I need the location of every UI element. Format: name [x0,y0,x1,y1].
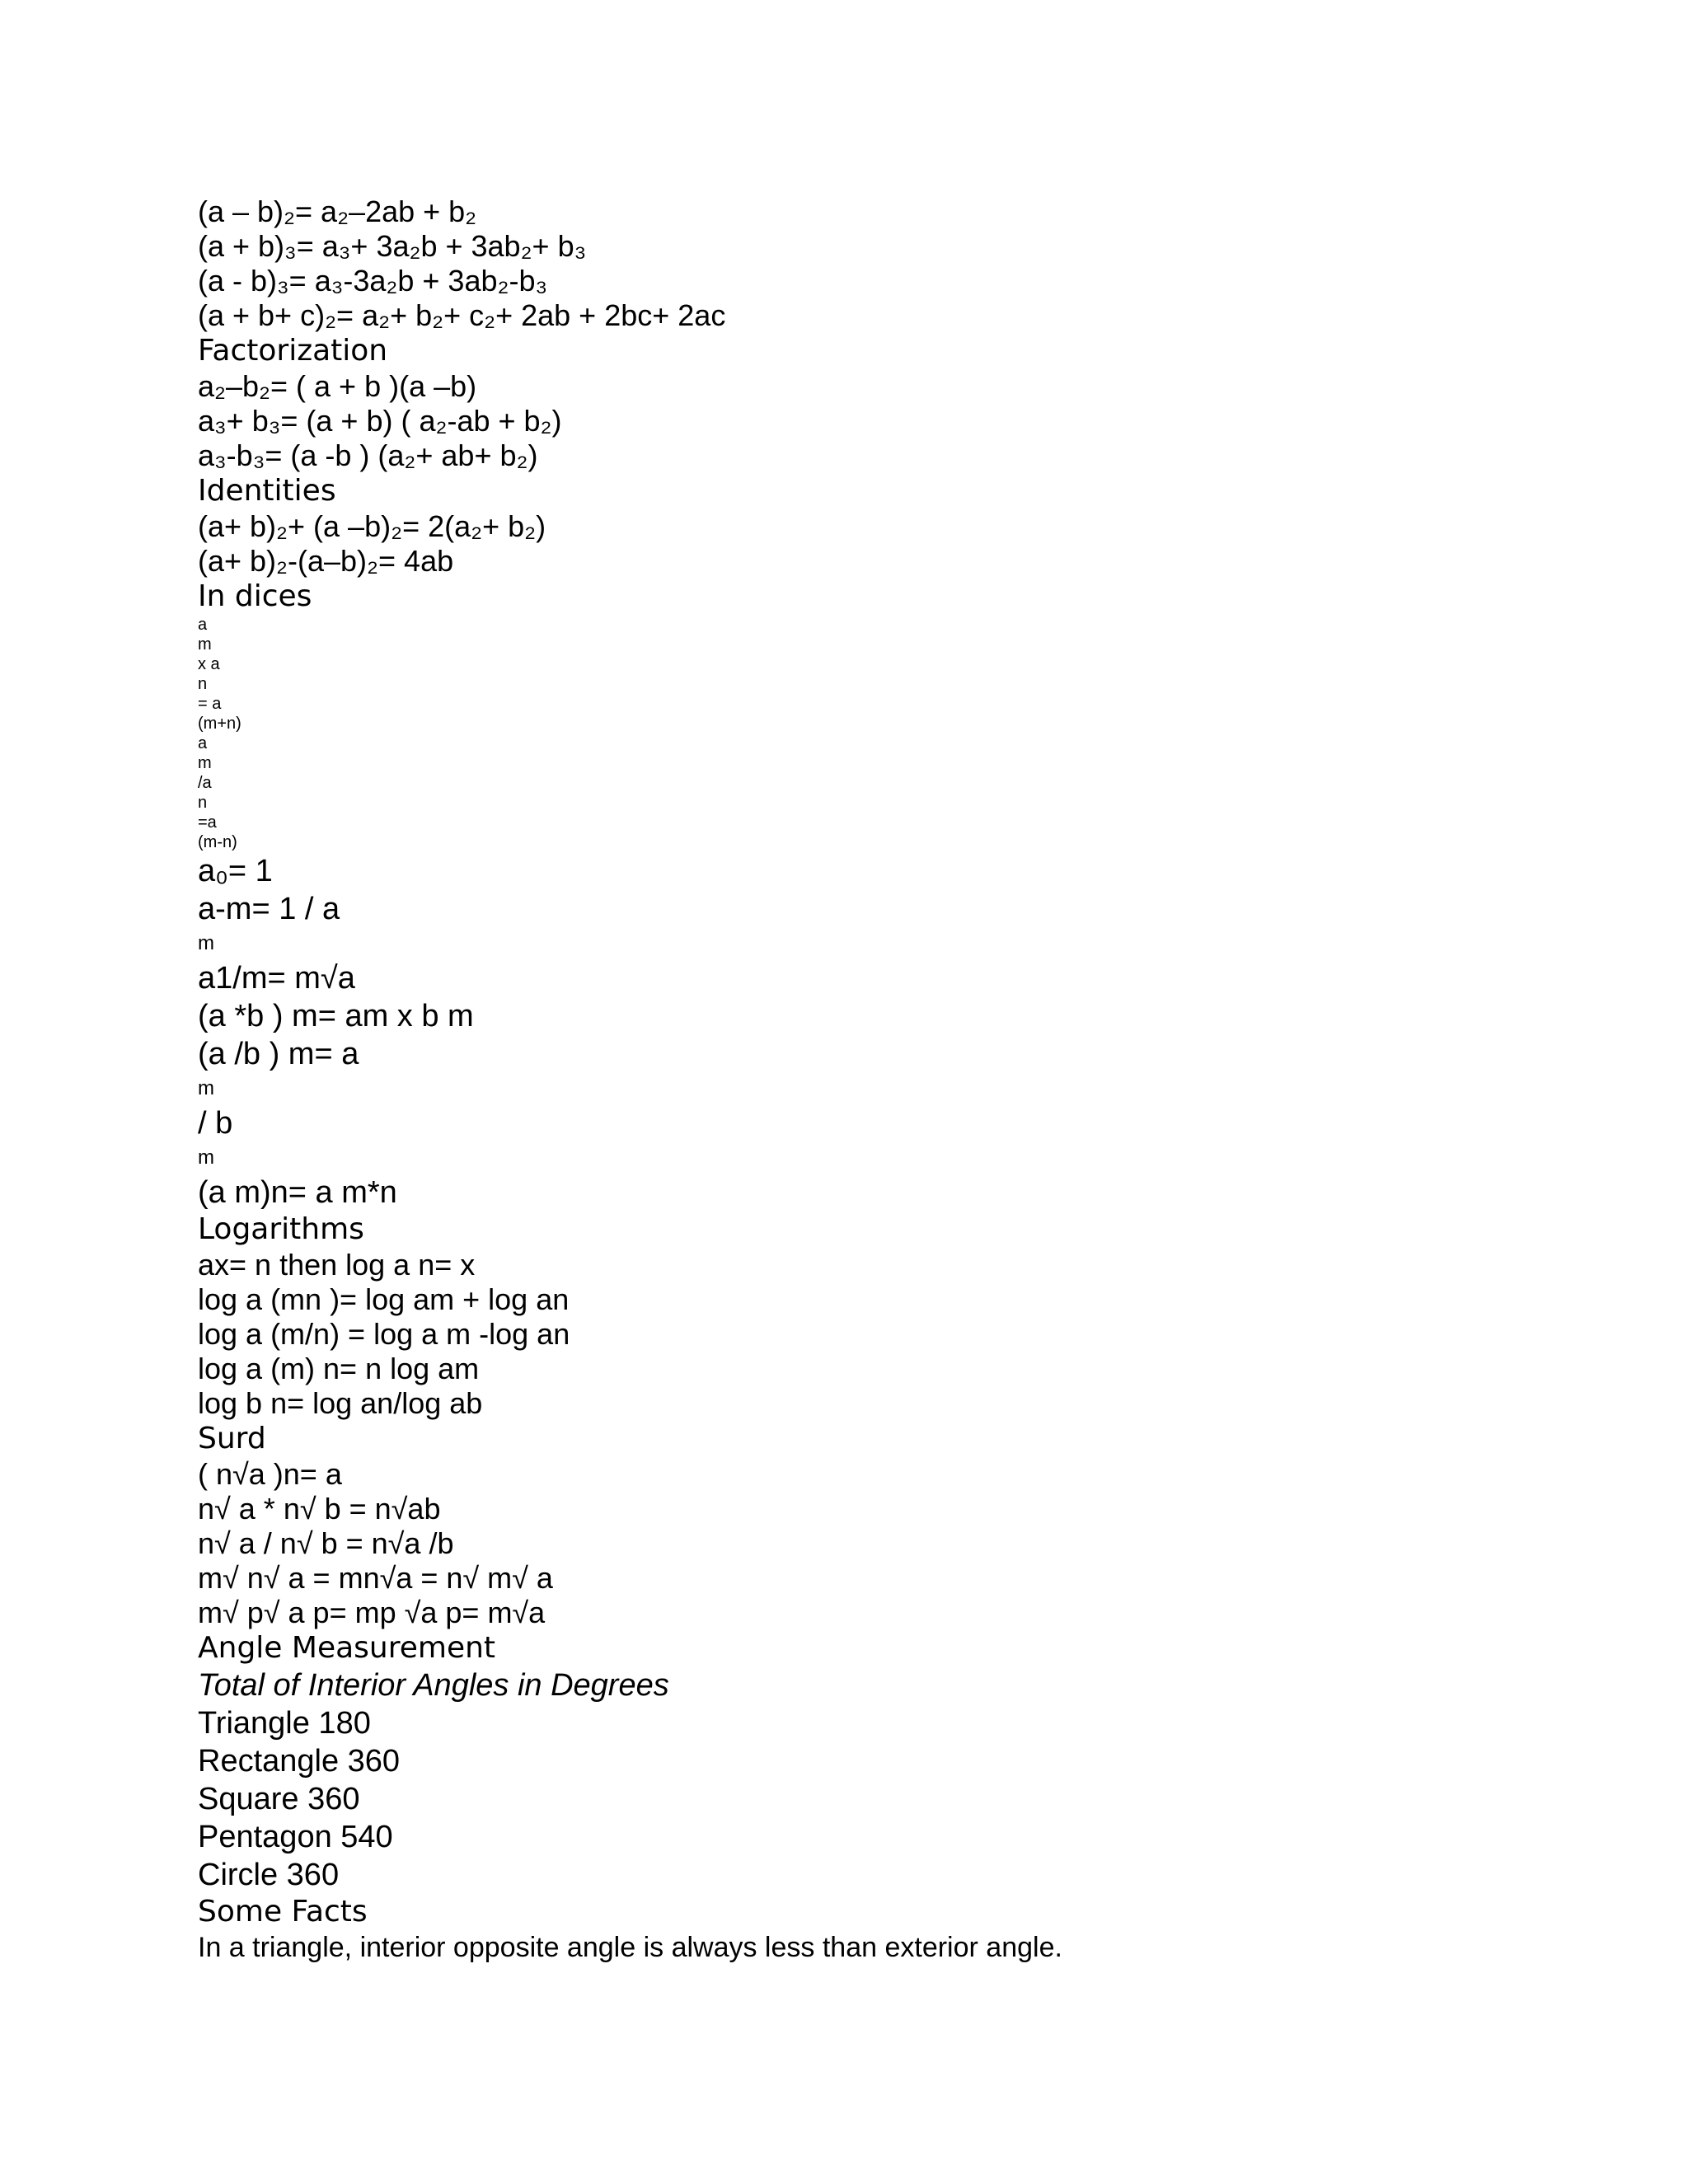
section-heading-factorization: Factorization [198,334,388,368]
indices-fragment: n [198,794,208,812]
indices-quotient-power: (a /b ) m= a [198,1037,359,1071]
surd-item: m√ n√ a = mn√a = n√ m√ a [198,1561,553,1595]
logarithm-item: log b n= log an/log ab [198,1386,483,1420]
angle-item: Triangle 180 [198,1706,371,1741]
indices-fragment: m [198,1077,214,1099]
indices-fragment: x a [198,655,220,673]
section-heading-identities: Identities [198,474,336,508]
indices-fragment: m [198,754,212,772]
angle-item: Circle 360 [198,1858,340,1892]
section-heading-some-facts: Some Facts [198,1895,368,1929]
indices-product-power: (a *b ) m= am x b m [198,999,474,1033]
indices-fragment: =a [198,813,217,832]
indices-fragment: m [198,932,214,954]
formula-a-minus-b-squared: (a – b)₂= a₂–2ab + b₂ [198,194,477,228]
indices-power-of-power: (a m)n= a m*n [198,1175,397,1210]
factorization-item: a₃+ b₃= (a + b) ( a₂-ab + b₂) [198,404,562,438]
surd-item: n√ a * n√ b = n√ab [198,1492,441,1526]
logarithm-item: log a (mn )= log am + log an [198,1282,570,1316]
indices-fragment: n [198,675,208,693]
formula-a-plus-b-cubed: (a + b)₃= a₃+ 3a₂b + 3ab₂+ b₃ [198,229,587,263]
angles-subheading: Total of Interior Angles in Degrees [198,1668,669,1703]
indices-fragment: /a [198,774,212,792]
angle-item: Pentagon 540 [198,1820,393,1854]
factorization-item: a₂–b₂= ( a + b )(a –b) [198,369,477,403]
section-heading-logarithms: Logarithms [198,1212,364,1246]
surd-item: m√ p√ a p= mp √a p= m√a [198,1596,546,1629]
indices-fragment: (m-n) [198,833,237,851]
page-content [198,194,1599,1965]
identity-item: (a+ b)₂-(a–b)₂= 4ab [198,544,454,578]
angle-item: Rectangle 360 [198,1744,401,1779]
indices-fragment: a [198,616,208,634]
indices-fragment: m [198,635,212,654]
identity-item: (a+ b)₂+ (a –b)₂= 2(a₂+ b₂) [198,509,546,543]
indices-negative-power: a-m= 1 / a [198,892,340,926]
formula-a-b-c-squared: (a + b+ c)₂= a₂+ b₂+ c₂+ 2ab + 2bc+ 2ac [198,298,726,332]
section-heading-indices: In dices [198,579,312,613]
formula-a-minus-b-cubed: (a - b)₃= a₃-3a₂b + 3ab₂-b₃ [198,264,548,298]
factorization-item: a₃-b₃= (a -b ) (a₂+ ab+ b₂) [198,438,538,472]
indices-fragment: a [198,734,208,752]
logarithm-item: ax= n then log a n= x [198,1248,476,1282]
section-heading-angle-measurement: Angle Measurement [198,1631,496,1665]
section-heading-surd: Surd [198,1422,266,1455]
indices-fragment: = a [198,695,222,713]
angle-item: Square 360 [198,1782,360,1816]
logarithm-item: log a (m/n) = log a m -log an [198,1317,570,1351]
fact-text: In a triangle, interior opposite angle is always less than exterior angle. [198,1932,1062,1963]
indices-fragment: m [198,1146,214,1169]
surd-item: ( n√a )n= a [198,1457,342,1491]
indices-fragment: / b [198,1106,233,1141]
logarithm-item: log a (m) n= n log am [198,1352,480,1385]
indices-zero-power: a₀= 1 [198,854,273,888]
indices-fragment: (m+n) [198,715,241,733]
indices-root: a1/m= m√a [198,961,355,996]
surd-item: n√ a / n√ b = n√a /b [198,1526,454,1560]
